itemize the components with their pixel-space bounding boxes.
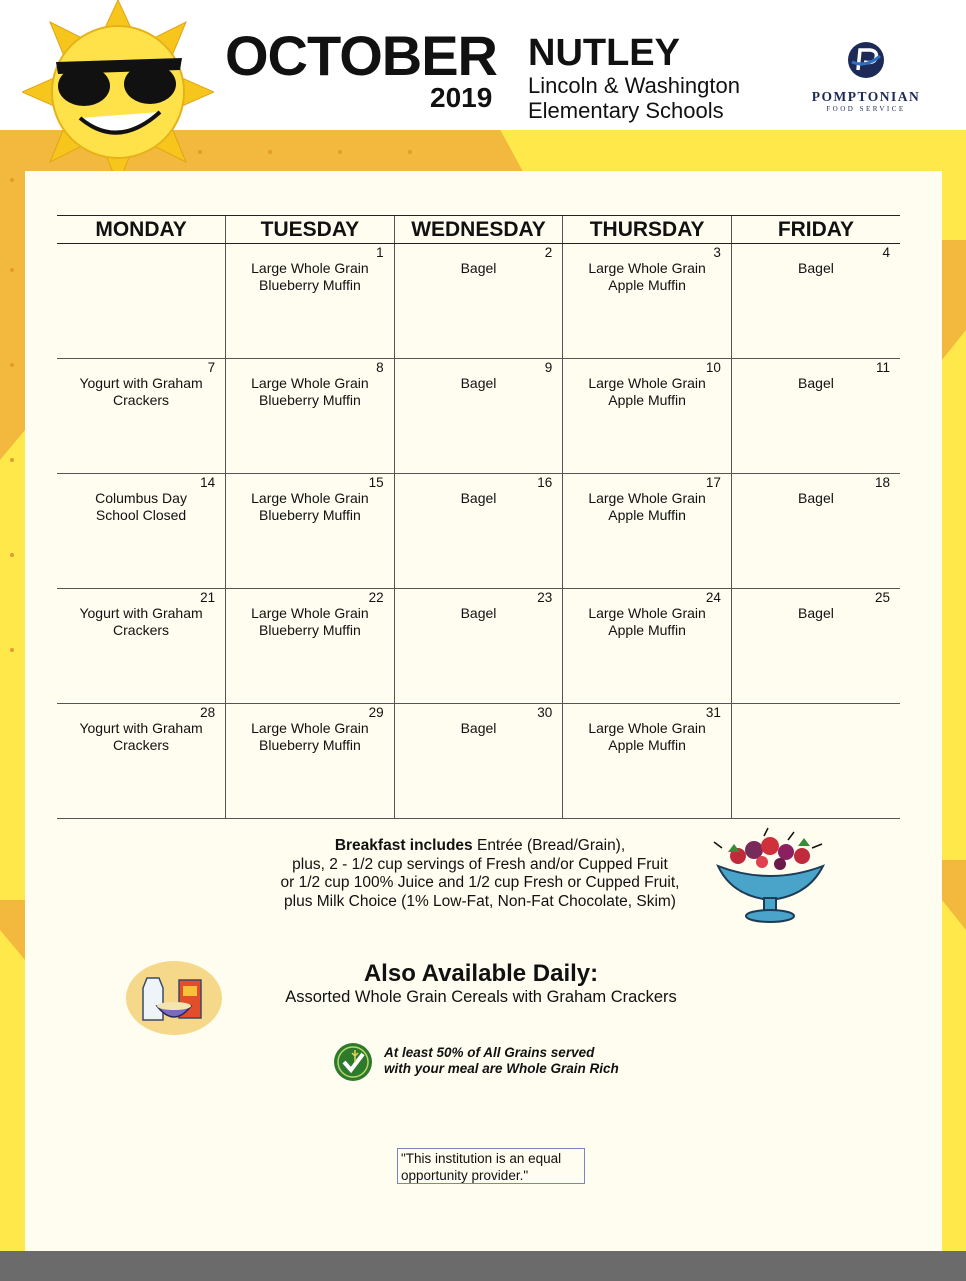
also-available-subtitle: Assorted Whole Grain Cereals with Graham Crackers xyxy=(285,988,677,1006)
day-number: 16 xyxy=(537,475,553,490)
day-menu-item: Large Whole Grain Apple Muffin xyxy=(588,720,706,753)
day-menu-item: Columbus Day School Closed xyxy=(95,490,187,523)
calendar-day-cell xyxy=(226,359,395,474)
day-number: 25 xyxy=(874,590,890,605)
whole-grain-stamp-icon xyxy=(333,1042,373,1082)
day-number: 7 xyxy=(207,360,216,375)
day-number: 15 xyxy=(368,475,384,490)
school-line-1: Lincoln & Washington xyxy=(528,73,740,98)
weekday-thursday: THURSDAY xyxy=(563,216,732,244)
day-menu-item: Bagel xyxy=(460,720,497,736)
day-menu-item: Yogurt with Graham Crackers xyxy=(79,375,203,408)
day-menu-item: Bagel xyxy=(798,605,834,621)
menu-calendar xyxy=(57,215,900,819)
calendar-week-row xyxy=(57,244,900,359)
calendar-day-cell xyxy=(394,474,563,589)
weekday-tuesday: TUESDAY xyxy=(226,216,395,244)
day-menu-item: Bagel xyxy=(460,375,497,391)
calendar-day-cell xyxy=(226,244,395,359)
day-menu-item: Large Whole Grain Apple Muffin xyxy=(588,375,706,408)
day-number: 10 xyxy=(705,360,721,375)
calendar-day-cell xyxy=(731,474,900,589)
breakfast-line-4: plus Milk Choice (1% Low-Fat, Non-Fat Chocolate, Skim) xyxy=(284,892,676,910)
calendar-day-cell xyxy=(394,589,563,704)
weekday-header-row xyxy=(57,216,900,244)
calendar-day-cell xyxy=(394,244,563,359)
school-line-2: Elementary Schools xyxy=(528,98,724,123)
day-number: 30 xyxy=(537,705,553,720)
calendar-day-cell xyxy=(57,589,226,704)
day-menu-item: Yogurt with Graham Crackers xyxy=(79,605,203,638)
day-menu-item: Large Whole Grain Blueberry Muffin xyxy=(251,260,369,293)
day-number: 11 xyxy=(875,360,890,375)
day-number: 28 xyxy=(200,705,216,720)
breakfast-line-3: or 1/2 cup 100% Juice and 1/2 cup Fresh or Cupped Fruit, xyxy=(280,874,680,891)
day-menu-item: Large Whole Grain Apple Muffin xyxy=(588,490,706,523)
calendar-week-row xyxy=(57,704,900,819)
calendar-week-row xyxy=(57,359,900,474)
day-number: 9 xyxy=(544,360,553,375)
day-number: 3 xyxy=(713,245,721,260)
day-menu-item: Bagel xyxy=(460,490,497,506)
whole-grain-line-2: with your meal are Whole Grain Rich xyxy=(384,1061,619,1076)
district-name: NUTLEY xyxy=(528,32,680,74)
calendar-day-cell xyxy=(394,359,563,474)
day-number: 17 xyxy=(705,475,721,490)
cereal-breakfast-icon xyxy=(125,958,223,1036)
day-menu-item: Yogurt with Graham Crackers xyxy=(79,720,203,753)
day-number: 22 xyxy=(368,590,384,605)
brand-name: POMPTONIAN xyxy=(811,89,921,104)
day-number: 4 xyxy=(882,245,890,260)
day-menu-item: Large Whole Grain Blueberry Muffin xyxy=(251,720,369,753)
calendar-day-cell xyxy=(57,359,226,474)
brand-subtitle: FOOD SERVICE xyxy=(826,105,906,113)
fruit-bowl-icon xyxy=(708,826,833,926)
month-title: OCTOBER xyxy=(225,24,497,87)
calendar-day-cell xyxy=(731,589,900,704)
pomptonian-brand xyxy=(796,40,936,113)
day-menu-item: Large Whole Grain Blueberry Muffin xyxy=(251,605,369,638)
day-number: 2 xyxy=(544,245,553,260)
weekday-wednesday: WEDNESDAY xyxy=(394,216,563,244)
breakfast-line-2: plus, 2 - 1/2 cup servings of Fresh and/or Cupped Fruit xyxy=(292,855,668,873)
calendar-day-cell xyxy=(226,474,395,589)
calendar-day-cell xyxy=(731,704,900,819)
breakfast-line-1-rest: Entrée (Bread/Grain), xyxy=(472,837,626,854)
breakfast-info xyxy=(255,837,705,911)
day-menu-item: Large Whole Grain Apple Muffin xyxy=(588,260,706,293)
calendar-day-cell xyxy=(226,589,395,704)
calendar-day-cell xyxy=(563,474,732,589)
day-menu-item: Large Whole Grain Blueberry Muffin xyxy=(251,375,369,408)
equal-opportunity-notice xyxy=(397,1148,585,1184)
whole-grain-note xyxy=(384,1045,619,1077)
equal-opportunity-line-1: "This institution is an equal xyxy=(401,1151,562,1166)
day-number: 1 xyxy=(376,245,384,260)
calendar-day-cell xyxy=(563,244,732,359)
day-number: 8 xyxy=(376,360,384,375)
calendar-day-cell xyxy=(57,244,226,359)
calendar-day-cell xyxy=(731,244,900,359)
day-number: 24 xyxy=(705,590,721,605)
day-number: 31 xyxy=(705,705,721,720)
calendar-day-cell xyxy=(563,704,732,819)
calendar-day-cell xyxy=(57,474,226,589)
day-number: 29 xyxy=(368,705,384,720)
weekday-monday: MONDAY xyxy=(57,216,226,244)
calendar-day-cell xyxy=(394,704,563,819)
day-number: 23 xyxy=(537,590,553,605)
pomptonian-logo-icon xyxy=(846,40,886,80)
breakfast-includes-label: Breakfast includes xyxy=(334,837,473,854)
day-number: 18 xyxy=(874,475,890,490)
whole-grain-line-1: At least 50% of All Grains served xyxy=(384,1045,595,1060)
weekday-friday: FRIDAY xyxy=(731,216,900,244)
day-number: 21 xyxy=(200,590,216,605)
day-menu-item: Bagel xyxy=(798,260,834,276)
year-title: 2019 xyxy=(430,82,493,113)
calendar-day-cell xyxy=(57,704,226,819)
day-menu-item: Bagel xyxy=(798,375,834,391)
day-menu-item: Bagel xyxy=(460,605,497,621)
calendar-week-row xyxy=(57,589,900,704)
calendar-day-cell xyxy=(563,359,732,474)
calendar-day-cell xyxy=(226,704,395,819)
equal-opportunity-line-2: opportunity provider." xyxy=(401,1168,529,1183)
day-number: 14 xyxy=(200,475,216,490)
calendar-day-cell xyxy=(563,589,732,704)
sun-with-sunglasses-icon xyxy=(22,0,214,185)
calendar-week-row xyxy=(57,474,900,589)
day-menu-item: Large Whole Grain Apple Muffin xyxy=(588,605,706,638)
day-menu-item: Bagel xyxy=(460,260,497,276)
breakfast-line-1 xyxy=(255,837,705,856)
day-menu-item: Bagel xyxy=(798,490,834,506)
day-menu-item: Large Whole Grain Blueberry Muffin xyxy=(251,490,369,523)
calendar-day-cell xyxy=(731,359,900,474)
also-available-title: Also Available Daily: xyxy=(363,960,599,987)
